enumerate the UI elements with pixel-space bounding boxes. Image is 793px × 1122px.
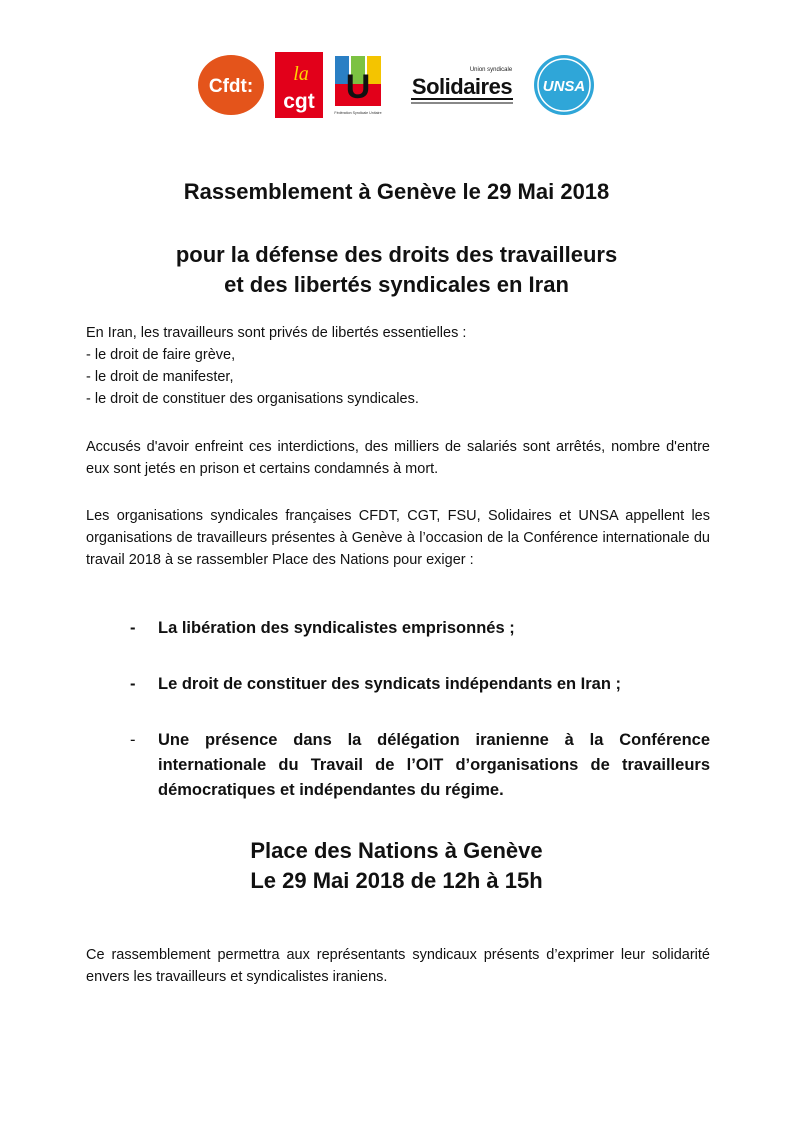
demand-item: [86, 672, 710, 697]
page-subtitle: [0, 240, 793, 300]
page-title: Rassemblement à Genève le 29 Mai 2018: [183, 179, 610, 204]
event-time: Le 29 Mai 2018 de 12h à 15h: [250, 868, 543, 893]
demand-dash: -: [130, 675, 136, 693]
demand-item: [86, 728, 710, 803]
event-place: Place des Nations à Genève: [250, 838, 543, 863]
intro-item-organize: - le droit de constituer des organisations syndicales.: [86, 391, 419, 407]
cgt-logo: [275, 52, 323, 118]
fsu-logo: [333, 54, 383, 116]
fsu-logo-caption: Fédération Syndicale Unitaire: [334, 111, 382, 115]
intro-line: En Iran, les travailleurs sont privés de libertés essentielles :: [86, 325, 467, 341]
accusation-paragraph: Accusés d'avoir enfreint ces interdictions, des milliers de salariés sont arrêtés, nombre d'entre eux sont jetés en prison et certains condamnés à mort.: [86, 439, 710, 477]
event-place-and-time: [0, 836, 793, 896]
solidaires-logo: [407, 62, 517, 107]
demand-item: [86, 616, 710, 641]
demand-dash: -: [130, 619, 136, 637]
organizations-paragraph: Les organisations syndicales françaises CFDT, CGT, FSU, Solidaires et UNSA appellent les organisations de travailleurs présentes à Genève à l’occasion de la Conférence internationale du travail 2018 à se rassembler Place des Nations pour exiger :: [86, 508, 710, 568]
demand-dash: -: [130, 731, 136, 749]
unsa-logo: [533, 54, 595, 116]
solidaires-logo-text: Solidaires: [411, 74, 513, 99]
intro-item-protest: - le droit de manifester,: [86, 369, 234, 385]
subtitle-line-1: pour la défense des droits des travailleurs: [175, 242, 618, 267]
demand-text: Une présence dans la délégation iranienne à la Conférence internationale du Travail de l’OIT d’organisations de travailleurs démocratiques et indépendantes du régime.: [158, 731, 710, 799]
cgt-logo-la: la: [293, 63, 309, 85]
cfdt-logo-text: Cfdt:: [208, 76, 254, 97]
solidaires-logo-caption: Union syndicale: [469, 67, 513, 73]
demands-list: [86, 616, 710, 803]
fsu-logo-letter: U: [345, 68, 371, 106]
intro-item-strike: - le droit de faire grève,: [86, 347, 236, 363]
closing-paragraph: Ce rassemblement permettra aux représentants syndicaux présents d’exprimer leur solidarité envers les travailleurs et syndicalistes iraniens.: [86, 947, 710, 985]
demand-text: La libération des syndicalistes emprisonnés ;: [158, 619, 515, 637]
unsa-logo-text: UNSA: [542, 78, 586, 95]
cgt-logo-cgt: cgt: [283, 90, 315, 113]
union-logos: [197, 52, 597, 122]
intro-paragraph: [86, 322, 710, 410]
demand-text: Le droit de constituer des syndicats indépendants en Iran ;: [158, 675, 622, 693]
subtitle-line-2: et des libertés syndicales en Iran: [224, 272, 569, 297]
cfdt-logo: [197, 54, 265, 116]
